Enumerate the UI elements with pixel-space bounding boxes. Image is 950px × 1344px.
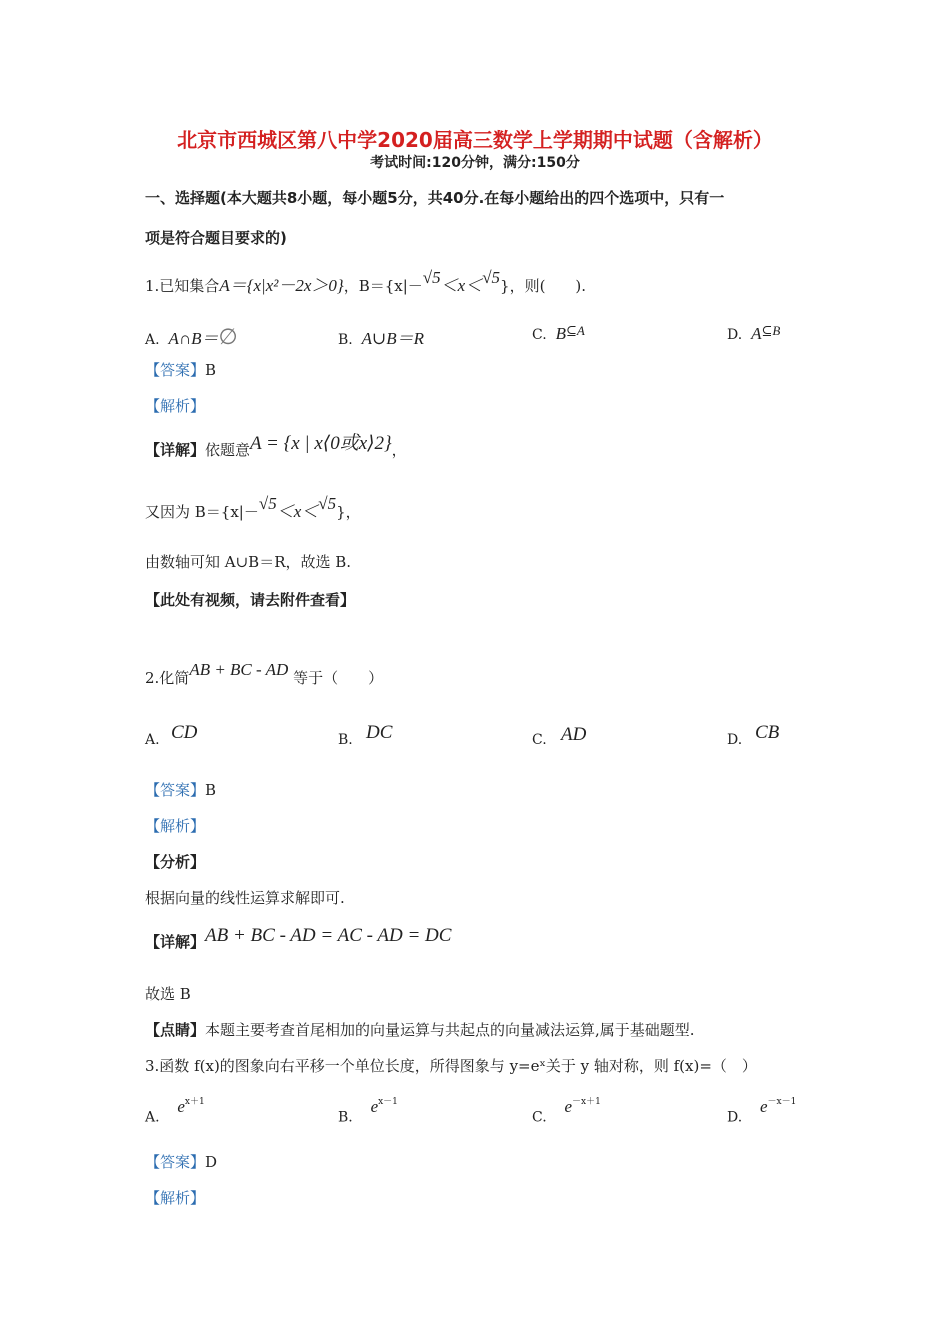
- answer-label: 【答案】: [145, 361, 206, 379]
- detail-end: ，: [391, 441, 407, 459]
- q2-answer: [145, 780, 216, 800]
- answer-label: 【答案】: [145, 1153, 206, 1171]
- option-exponent: x＋1: [184, 1097, 205, 1107]
- option-text: A: [751, 324, 762, 343]
- option-exponent: －x－1: [767, 1097, 797, 1107]
- q2-option-d-math: CB: [755, 722, 780, 743]
- comment-label: 【点睛】: [145, 1021, 206, 1039]
- page-title: 北京市西城区第八中学2020届高三数学上学期期中试题（含解析）: [177, 128, 773, 152]
- option-letter: B.: [338, 732, 353, 748]
- q1-option-a: [145, 324, 238, 350]
- answer-label: 【答案】: [145, 781, 206, 799]
- q2-option-a-math: CD: [171, 722, 198, 743]
- q1-stem: [145, 268, 587, 296]
- section-heading-line2: 项是符合题目要求的): [145, 229, 287, 247]
- option-letter: B.: [338, 332, 353, 348]
- option-base: e: [177, 1096, 185, 1116]
- detail-math: A = {x | x⟨0或x⟩2}: [250, 433, 392, 454]
- option-exponent: x－1: [378, 1097, 398, 1107]
- empty-set-symbol: ∅: [218, 325, 238, 350]
- option-letter: D.: [727, 1109, 743, 1126]
- q1-sqrt5-b: √5: [482, 268, 501, 287]
- q1-set-a: A＝{x|x²－2x＞0}: [219, 276, 344, 295]
- q2-stem: [145, 660, 384, 688]
- q2-stem-prefix: 2.化简: [145, 669, 190, 687]
- exam-info: 考试时间:120分钟，满分:150分: [370, 155, 580, 171]
- q2-option-d: [727, 732, 742, 748]
- q1-detail: [145, 433, 407, 460]
- q2-fenxi-text: 根据向量的线性运算求解即可.: [145, 889, 345, 907]
- option-letter: C.: [532, 732, 547, 748]
- text-part: 又因为 B＝{x|－: [145, 503, 259, 521]
- q1-stem-prefix: 1.已知集合: [145, 277, 220, 295]
- q1-option-d: [727, 324, 780, 344]
- q2-stem-suffix: 等于（ ）: [293, 669, 384, 687]
- q3-answer: [145, 1152, 217, 1172]
- q2-vector-expression: AB + BC - AD: [189, 660, 289, 679]
- option-base: e: [760, 1096, 768, 1116]
- q3-option-c: [532, 1096, 601, 1127]
- option-text: A∪B＝R: [361, 329, 425, 348]
- option-letter: C.: [532, 1109, 547, 1126]
- option-subset: ⊆B: [761, 323, 781, 338]
- option-letter: C.: [532, 327, 547, 343]
- option-base: e: [564, 1096, 573, 1116]
- q2-option-b-math: DC: [366, 722, 393, 743]
- q1-answer: [145, 360, 216, 380]
- detail-math: AB + BC - AD = AC - AD = DC: [205, 925, 452, 946]
- option-subset: ⊆A: [565, 323, 585, 338]
- q2-analysis-label: 【解析】: [145, 817, 206, 835]
- q2-fenxi-label: 【分析】: [145, 853, 206, 871]
- q2-detail: [145, 925, 452, 952]
- q1-sqrt5-a: √5: [422, 268, 441, 287]
- q1-stem-d: }，则( ).: [500, 277, 587, 295]
- q3-option-d: [727, 1096, 797, 1127]
- text-part: ＜x＜: [276, 502, 319, 521]
- q3-option-a: [145, 1096, 205, 1127]
- q2-option-b: [338, 732, 353, 748]
- q3-option-b: [338, 1096, 398, 1127]
- section-heading-line1: 一、选择题(本大题共8小题，每小题5分，共40分.在每小题给出的四个选项中，只有一: [145, 189, 725, 207]
- q2-comment: [145, 1020, 695, 1040]
- q1-detail-line3: 由数轴可知 A∪B＝R，故选 B.: [145, 553, 352, 571]
- q1-video-note: 【此处有视频，请去附件查看】: [145, 591, 356, 609]
- answer-value: B: [205, 361, 217, 379]
- q1-option-b: [338, 324, 424, 349]
- detail-label: 【详解】: [145, 933, 206, 951]
- option-letter: D.: [727, 327, 743, 343]
- sqrt-five: √5: [318, 494, 337, 513]
- option-text: A∩B＝: [168, 329, 219, 348]
- option-base: e: [370, 1096, 379, 1116]
- text-part: }，: [336, 503, 361, 521]
- option-letter: B.: [338, 1109, 353, 1126]
- q1-option-c: [532, 324, 585, 344]
- detail-text: 依题意: [205, 441, 251, 459]
- q1-stem-b: ，B＝{x|－: [343, 277, 423, 295]
- q3-stem: 3.函数 f(x)的图象向右平移一个单位长度，所得图象与 y=eˣ关于 y 轴对称，则 f(x)=（ ）: [145, 1057, 757, 1075]
- q1-detail-line2: [145, 494, 361, 522]
- q3-analysis-label: 【解析】: [145, 1189, 206, 1207]
- option-letter: A.: [145, 732, 160, 748]
- detail-label: 【详解】: [145, 441, 206, 459]
- q2-option-a: [145, 732, 160, 748]
- option-letter: A.: [145, 1109, 160, 1126]
- q2-option-c: [532, 732, 547, 748]
- option-letter: A.: [145, 332, 160, 348]
- q2-conclusion: 故选 B: [145, 985, 191, 1003]
- q1-stem-c: ＜x＜: [440, 276, 483, 295]
- comment-text: 本题主要考查首尾相加的向量运算与共起点的向量减法运算,属于基础题型.: [205, 1021, 695, 1039]
- option-letter: D.: [727, 732, 743, 748]
- answer-value: D: [205, 1153, 218, 1171]
- answer-value: B: [205, 781, 217, 799]
- q2-option-c-math: AD: [561, 724, 587, 745]
- option-exponent: －x＋1: [572, 1097, 601, 1107]
- option-text: B: [555, 324, 566, 343]
- sqrt-five: √5: [258, 494, 277, 513]
- q1-analysis-label: 【解析】: [145, 397, 206, 415]
